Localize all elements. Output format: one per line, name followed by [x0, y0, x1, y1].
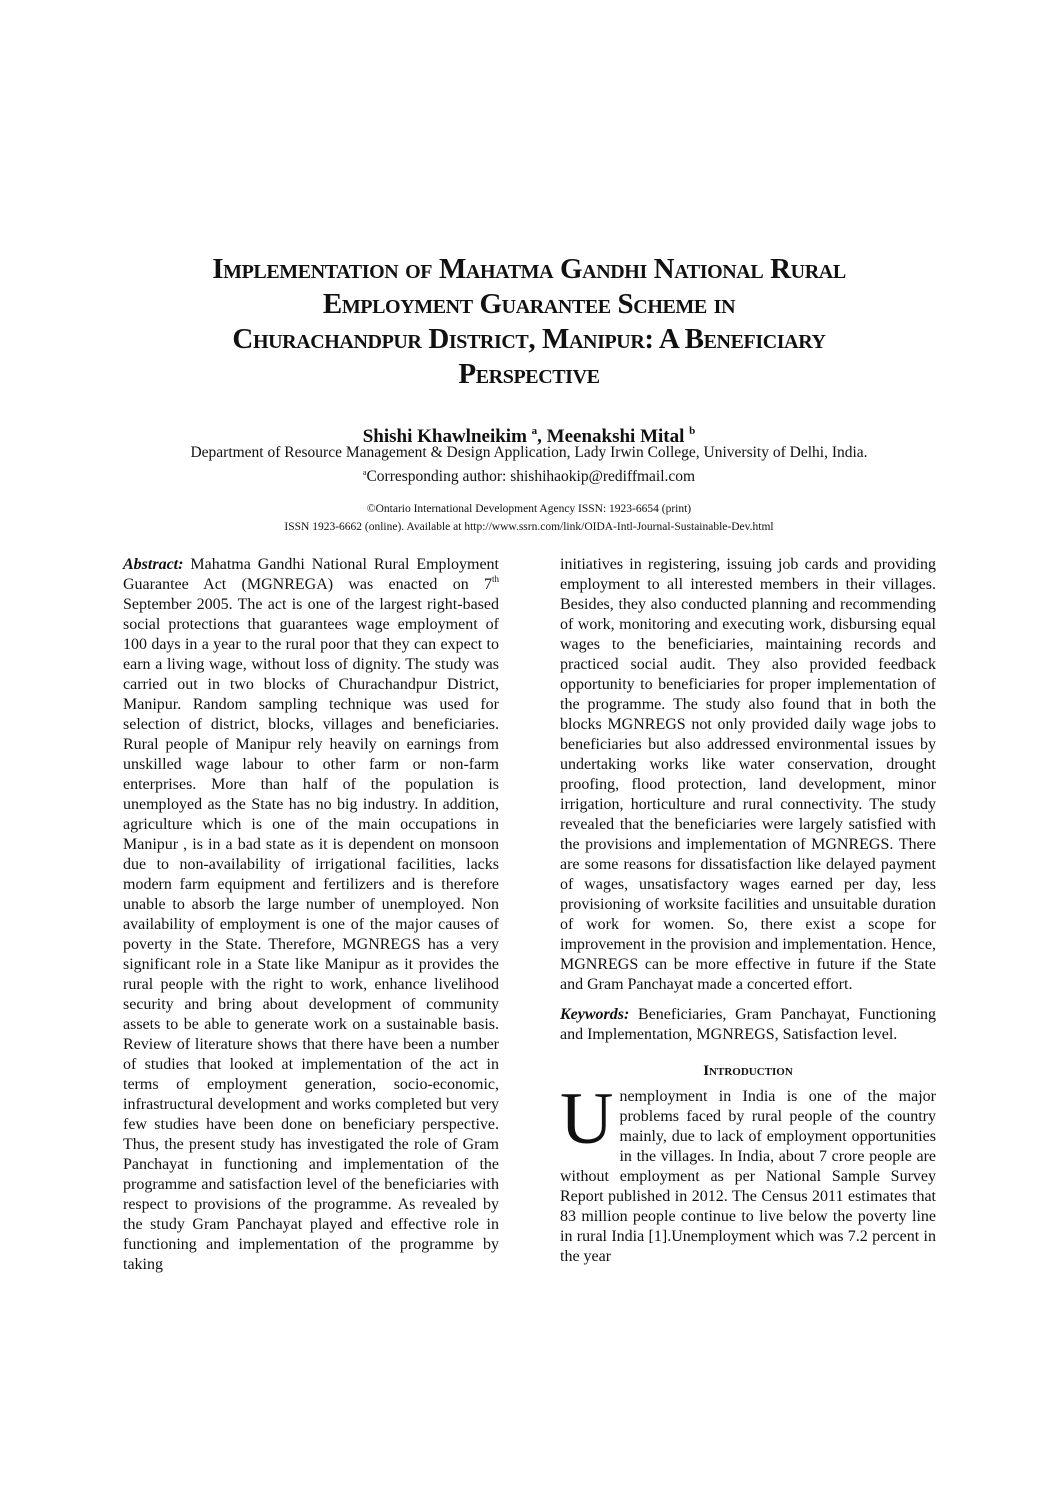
- title-line: Perspective: [458, 358, 600, 390]
- paper-title: [100, 252, 958, 392]
- corresponding-marker: a: [362, 468, 367, 477]
- drop-cap: U: [560, 1078, 614, 1160]
- issn-print: ©Ontario International Development Agency ISSN: 1923-6654 (print): [366, 503, 692, 515]
- author-marker: a: [531, 425, 538, 437]
- abstract: [123, 555, 499, 1275]
- corresponding-author: [100, 463, 958, 487]
- title-line: Churachandpur District, Manipur: A Beneficiary: [232, 323, 826, 355]
- keywords-text: Beneficiaries, Gram Panchayat, Functioning and Implementation, MGNREGS, Satisfaction level.: [560, 1006, 936, 1043]
- abstract-text: Mahatma Gandhi National Rural Employment Guarantee Act (MGNREGA) was enacted on 7: [123, 556, 499, 593]
- publication-info: [100, 500, 958, 536]
- keywords: [560, 1005, 936, 1045]
- title-line: Employment Guarantee Scheme in: [322, 288, 736, 320]
- introduction-text: nemployment in India is one of the major problems faced by rural people of the country mainly, due to lack of employment opportunities in the villages. In India, about 7 crore people are without employment as per National Sample Survey Report published in 2012. The Census 2011 estimates that 83 million people continue to live below the poverty line in rural India [1].Unemployment which was 7.2 percent in the year: [560, 1088, 936, 1265]
- ordinal-suffix: th: [491, 574, 499, 584]
- author-separator: ,: [537, 426, 547, 447]
- author-name: Shishi Khawlneikim: [362, 426, 527, 447]
- abstract-continued: initiatives in registering, issuing job cards and providing employment to all interested members in their villages. Besides, they also conducted planning and recommending of work, monitoring and executing work, disbursing equal wages to the beneficiaries, maintaining records and practiced social audit. They also provided feedback opportunity to beneficiaries for proper implementation of the programme. The study also found that in both the blocks MGNREGS not only provided daily wage jobs to beneficiaries but also addressed environmental issues by undertaking works like water conservation, drought proofing, flood protection, land development, minor irrigation, horticulture and rural connectivity. The study revealed that the beneficiaries were largely satisfied with the provisions and implementation of MGNREGS. There are some reasons for dissatisfaction like delayed payment of wages, unsatisfactory wages earned per day, less provisioning of worksite facilities and unsuitable duration of work for women. So, there exist a scope for improvement in the provision and implementation. Hence, MGNREGS can be more effective in future if the State and Gram Panchayat made a concerted effort.: [560, 556, 936, 993]
- issn-online: ISSN 1923-6662 (online). Available at http://www.ssrn.com/link/OIDA-Intl-Journal-Sustainable-Dev.html: [284, 521, 774, 533]
- abstract-text: September 2005. The act is one of the largest right-based social protections that guarantees wage employment of 100 days in a year to the rural poor that they can expect to earn a living wage, without loss of dignity. The study was carried out in two blocks of Churachandpur District, Manipur. Random sampling technique was used for selection of district, blocks, villages and beneficiaries. Rural people of Manipur rely heavily on earnings from unskilled wage labour to other farm or non-farm enterprises. More than half of the population is unemployed as the State has no big industry. In addition, agriculture which is one of the main occupations in Manipur , is in a bad state as it is dependent on monsoon due to non-availability of irrigational facilities, lacks modern farm equipment and fertilizers and is therefore unable to absorb the large number of unemployed. Non availability of employment is one of the major causes of poverty in the State. Therefore, MGNREGS has a very significant role in a State like Manipur as it provides the rural people with the right to work, enhance livelihood security and bring about development of community assets to be able to generate work on a sustainable basis. Review of literature shows that there have been a number of studies that looked at implementation of the act in terms of employment generation, socio-economic, infrastructural development and works completed but very few studies have been done on beneficiary perspective. Thus, the present study has investigated the role of Gram Panchayat in functioning and implementation of the programme and satisfaction level of the beneficiaries with respect to provisions of the programme. As revealed by the study Gram Panchayat played and effective role in functioning and implementation of the programme by taking: [123, 596, 499, 1273]
- left-column: [123, 555, 499, 1275]
- keywords-label: Keywords:: [560, 1006, 630, 1023]
- right-column: [560, 555, 936, 1267]
- introduction-paragraph: [560, 1078, 936, 1267]
- author-name: Meenakshi Mital: [546, 426, 685, 447]
- title-line: Implementation of Mahatma Gandhi National Rural: [212, 253, 846, 285]
- abstract-label: Abstract:: [123, 556, 184, 573]
- affiliation: Department of Resource Management & Design Application, Lady Irwin College, University of Delhi, India.: [190, 444, 868, 461]
- corresponding-text: Corresponding author: shishihaokip@rediffmail.com: [366, 468, 696, 485]
- section-heading-introduction: Introduction: [703, 1063, 793, 1079]
- author-marker: b: [689, 425, 696, 437]
- affiliation-block: [100, 443, 958, 487]
